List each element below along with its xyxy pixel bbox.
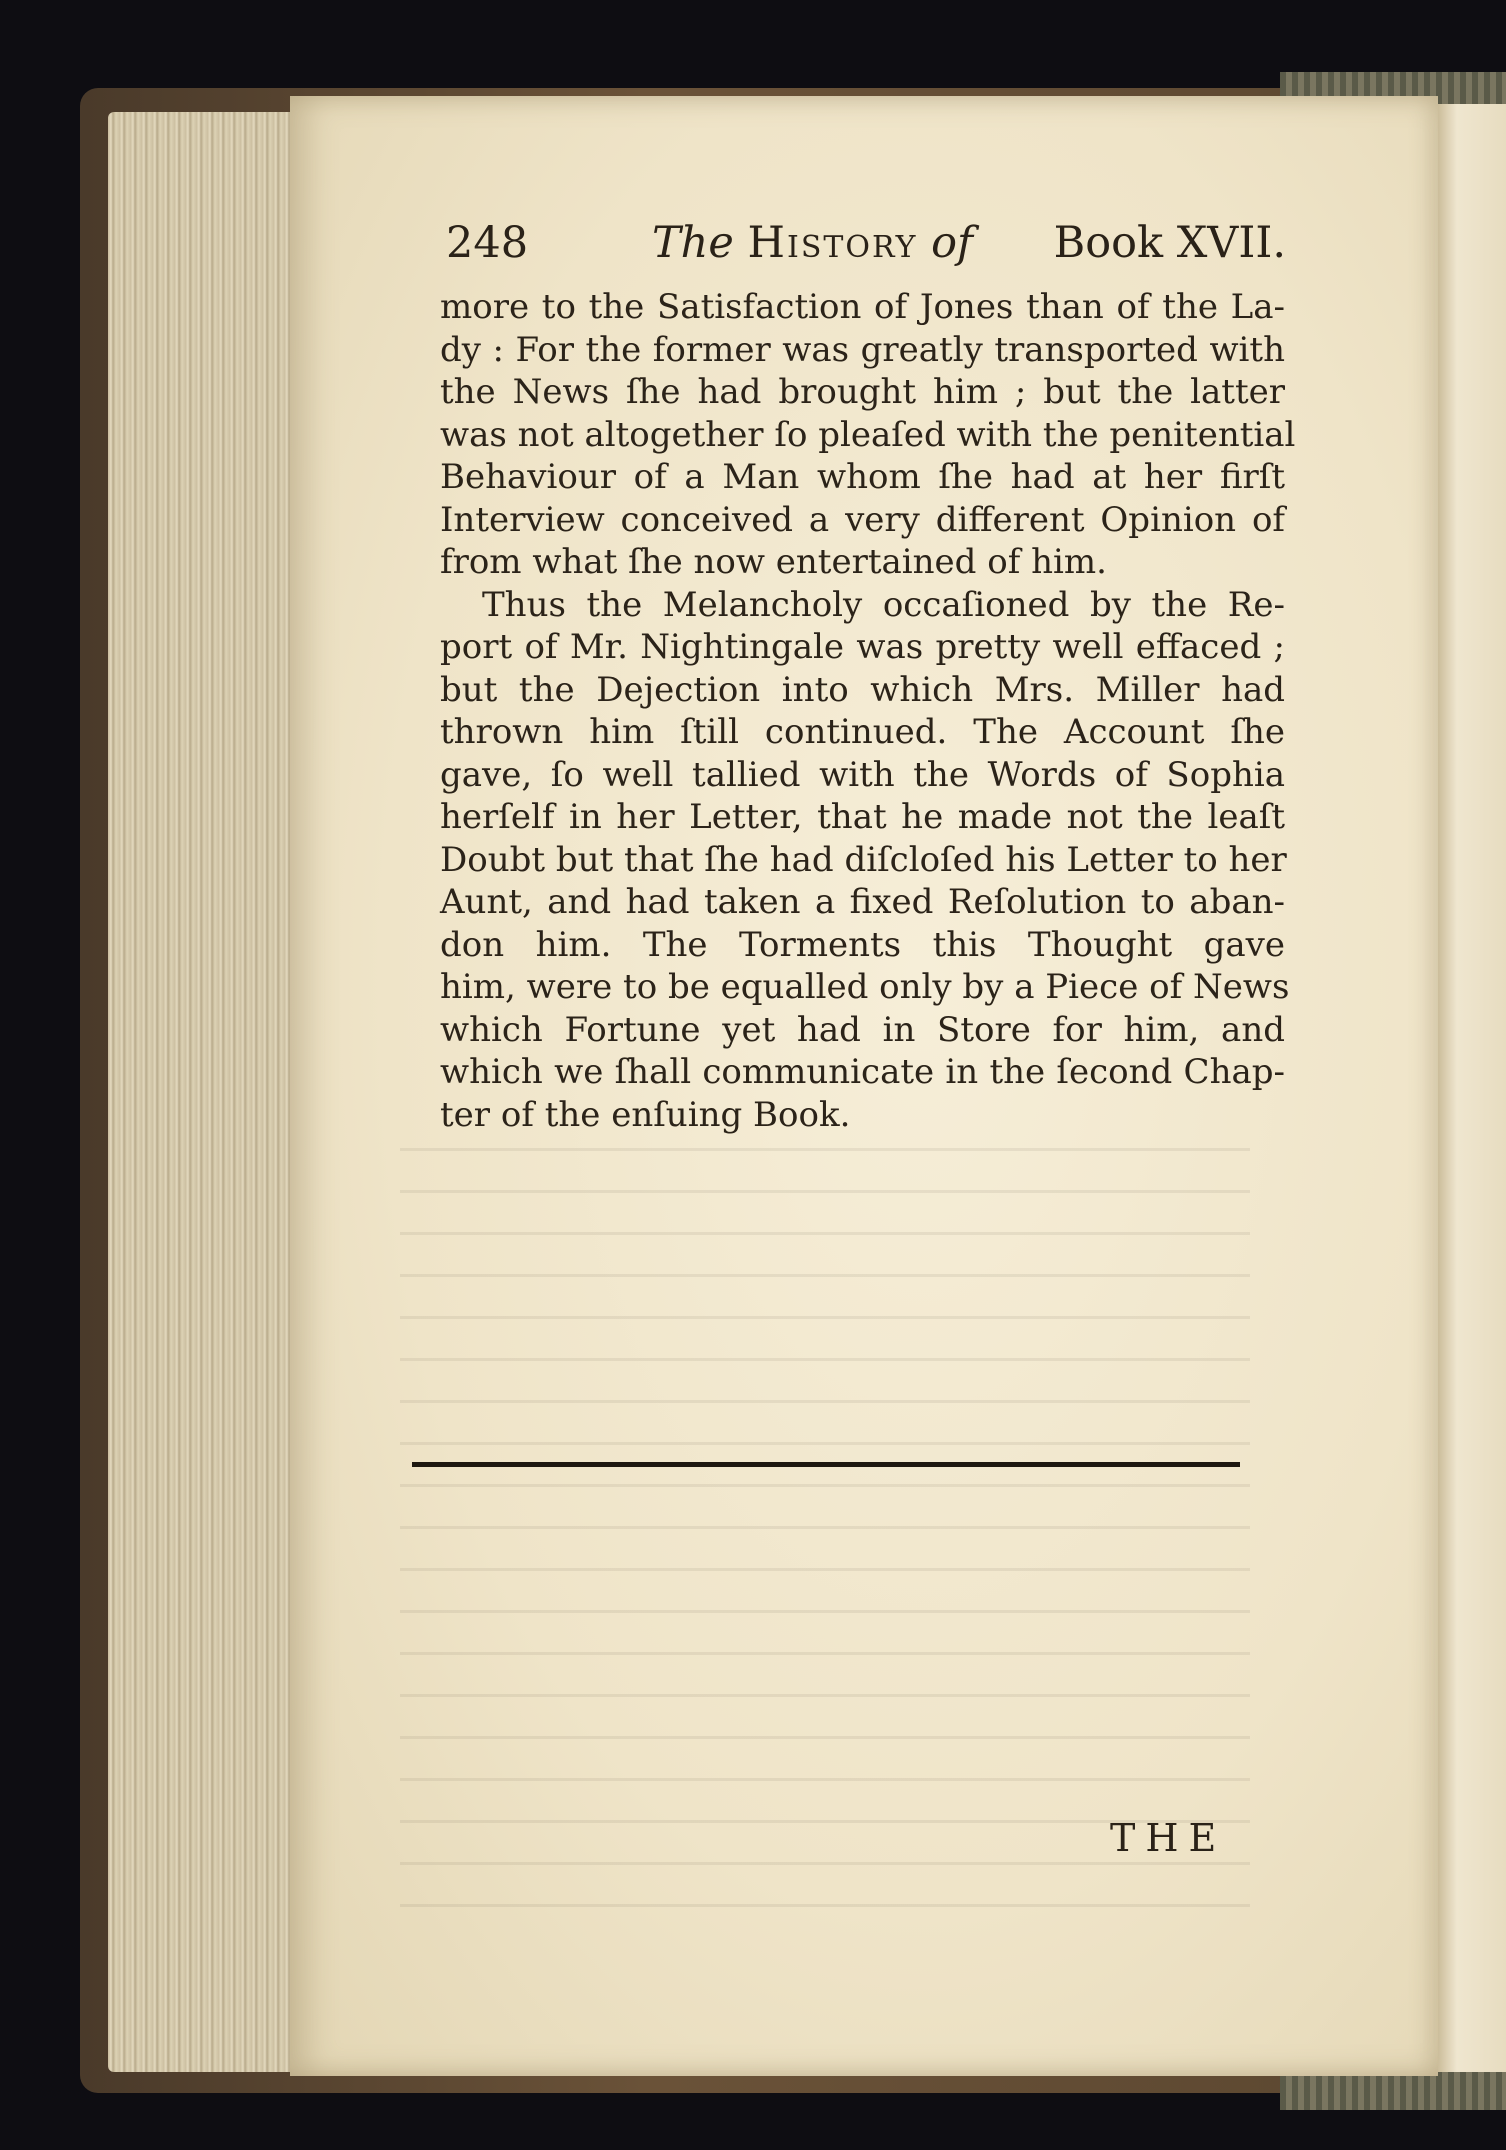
text-line: herſelf in her Letter, that he made not the leaſt	[440, 797, 1285, 837]
text-line: ter of the enſuing Book.	[440, 1094, 851, 1135]
chapter-end-rule	[412, 1462, 1240, 1467]
text-line: port of Mr. Nightingale was pretty well effaced ;	[440, 627, 1285, 667]
facing-page-edge	[1436, 104, 1506, 2072]
text-line: Interview conceived a very different Opinion of	[440, 499, 1285, 540]
cover-edge-bottom	[1280, 2070, 1506, 2110]
book-number: Book XVII.	[1053, 218, 1286, 268]
running-title-of: of	[931, 218, 973, 268]
page-edges	[108, 112, 308, 2072]
text-line: Behaviour of a Man whom ſhe had at her firſt	[440, 457, 1285, 497]
text-line: but the Dejection into which Mrs. Miller had	[440, 669, 1285, 710]
text-line: the News ſhe had brought him ; but the latter	[440, 372, 1285, 412]
text-line: Thus the Melancholy occaſioned by the Re-	[482, 584, 1285, 625]
body-text	[440, 286, 1296, 1136]
text-line: which Fortune yet had in Store for him, and	[440, 1009, 1285, 1050]
running-title	[652, 218, 973, 268]
text-line: don him. The Torments this Thought gave	[440, 924, 1285, 965]
text-line: from what ſhe now entertained of him.	[440, 542, 1107, 582]
text-line: him, were to be equalled only by a Piece of News	[440, 967, 1290, 1007]
show-through-text	[400, 1120, 1250, 1920]
text-line: more to the Satisfaction of Jones than of the La-	[440, 287, 1285, 327]
running-title-the: The	[652, 218, 734, 268]
page-header	[446, 218, 1286, 278]
text-line: which we ſhall communicate in the ſecond Chap-	[440, 1052, 1285, 1092]
text-line: Doubt but that ſhe had diſcloſed his Letter to her	[440, 839, 1287, 880]
text-line: dy : For the former was greatly transported with	[440, 329, 1285, 370]
catchword: THE	[1110, 1816, 1227, 1860]
text-line: gave, ſo well tallied with the Words of Sophia	[440, 754, 1285, 795]
text-line: thrown him ſtill continued. The Account ſhe	[440, 712, 1285, 752]
page-number: 248	[446, 218, 529, 268]
text-line: Aunt, and had taken a fixed Reſolution to aban-	[440, 882, 1285, 922]
running-title-history: History	[747, 218, 918, 268]
text-line: was not altogether ſo pleaſed with the penitential	[440, 414, 1296, 455]
